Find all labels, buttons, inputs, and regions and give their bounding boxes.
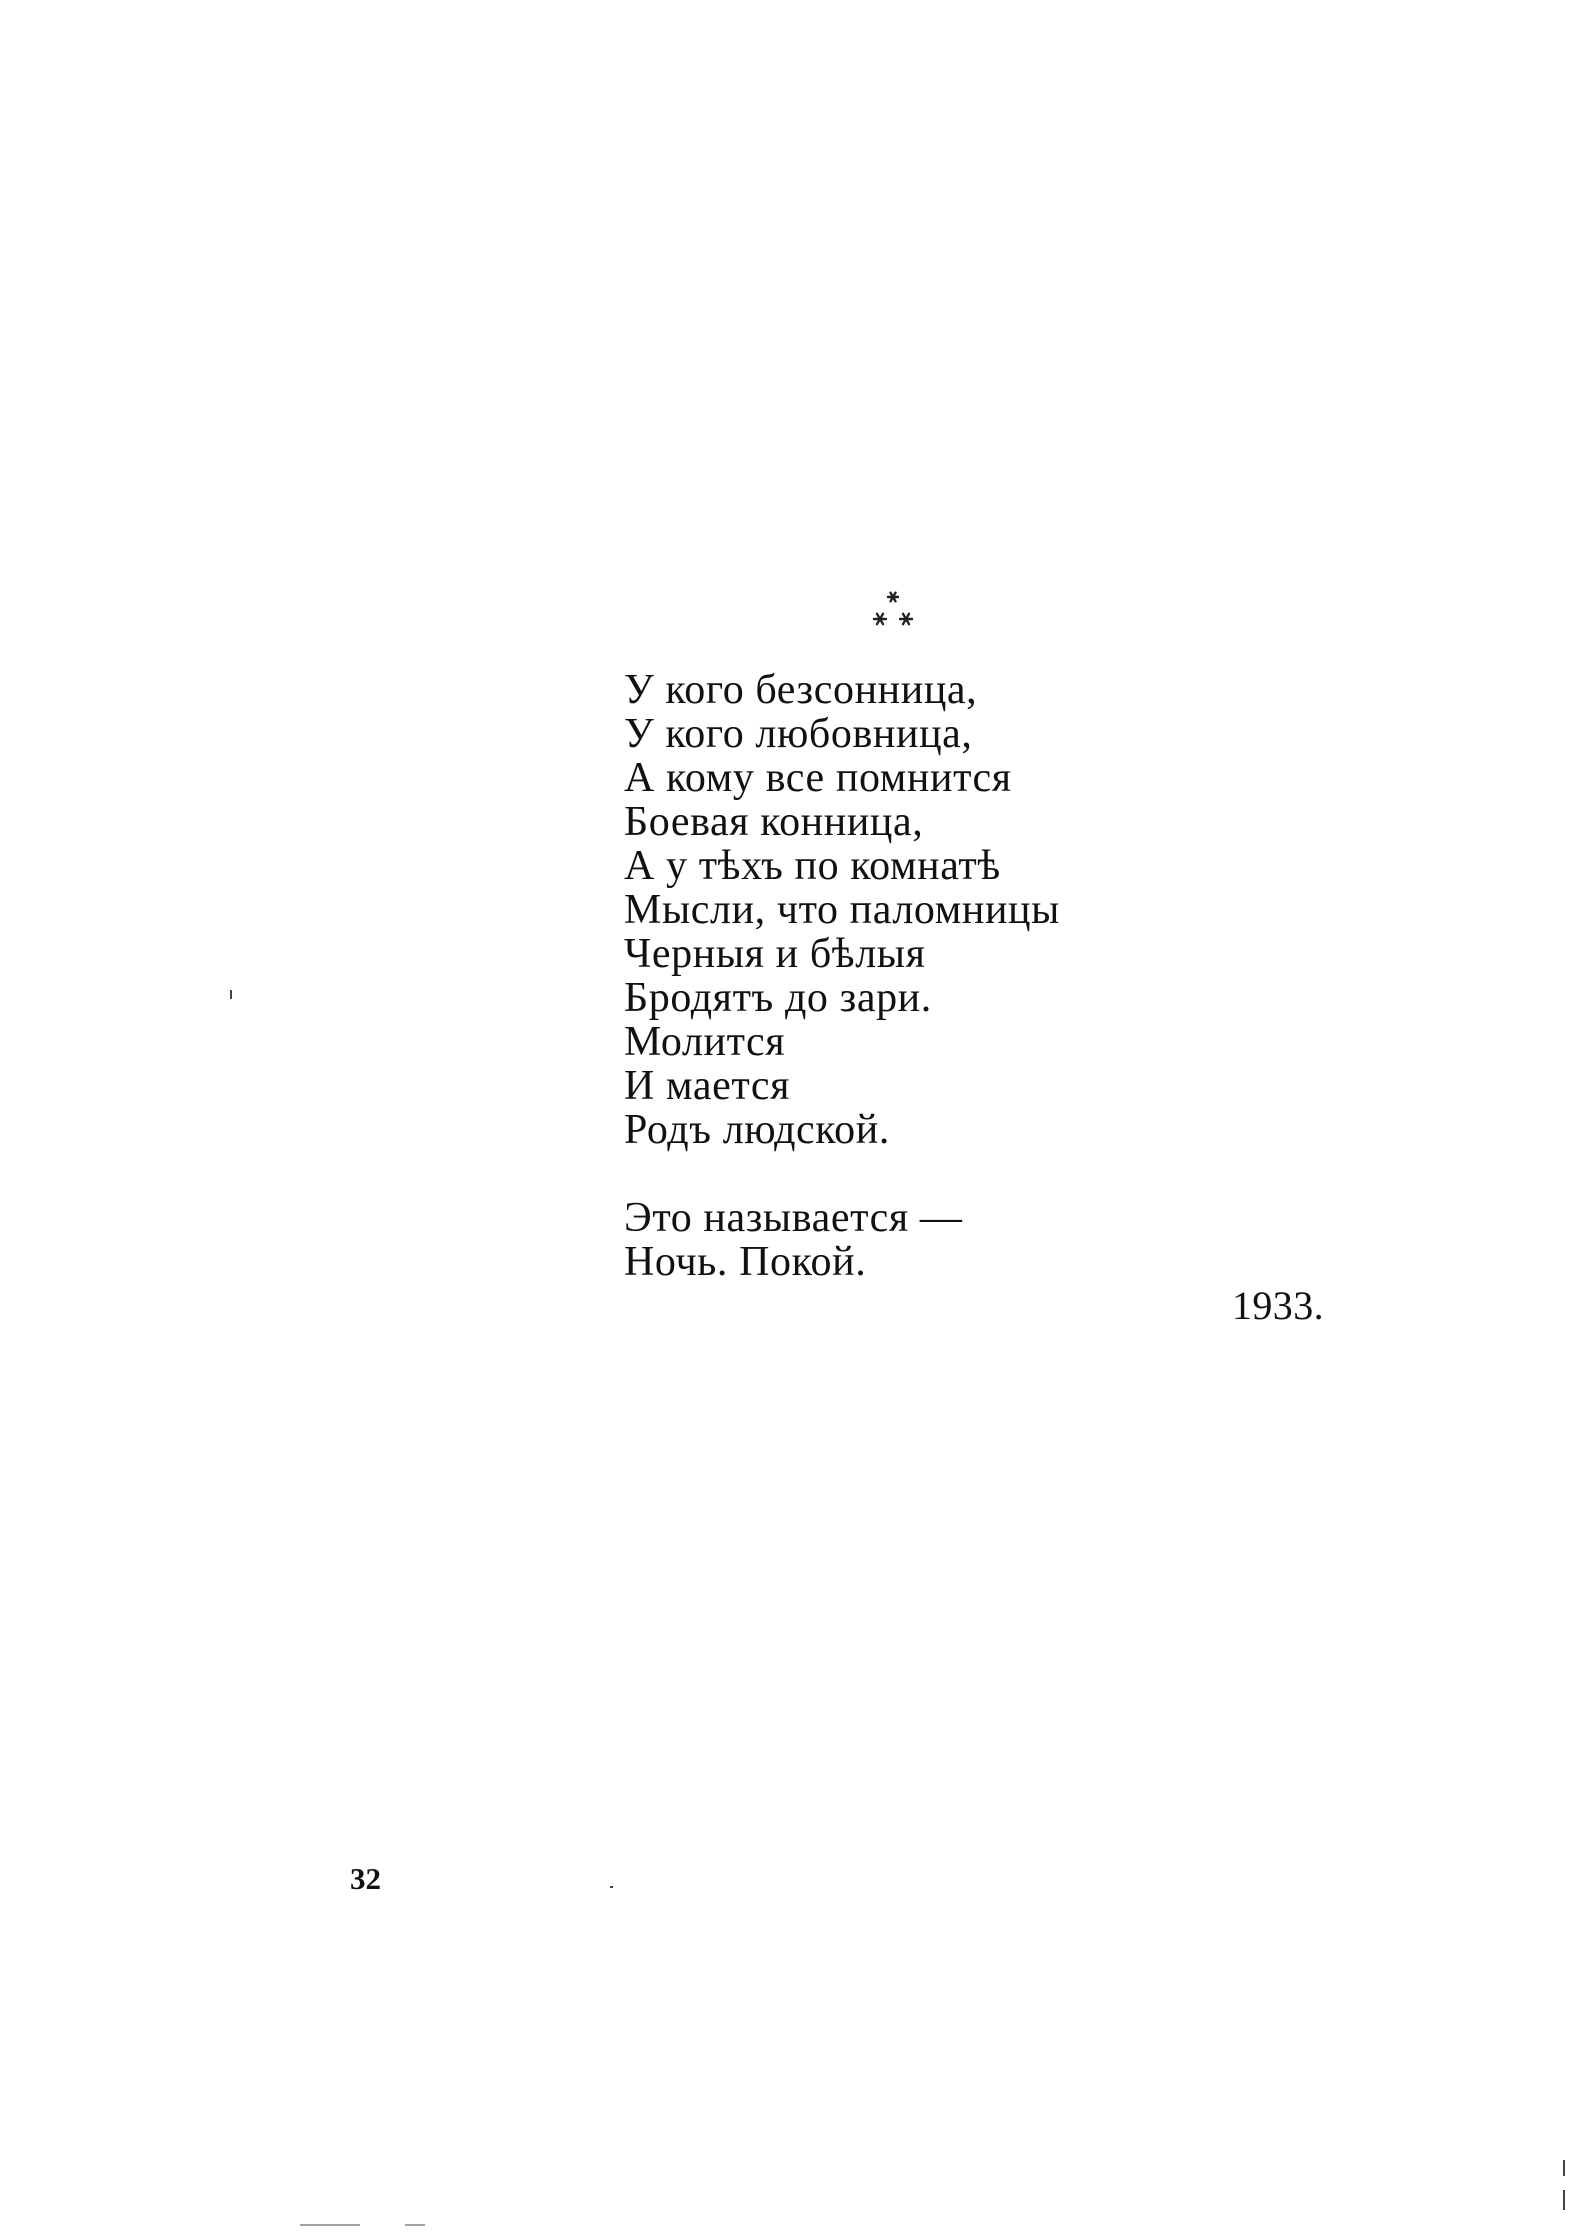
poem-line: А у тѣхъ по комнатѣ (624, 843, 1001, 889)
scan-edge-mark (300, 2224, 360, 2226)
poem-line: Черныя и бѣлыя (624, 931, 926, 977)
poem-line: Это называется — (624, 1195, 963, 1241)
poem (624, 668, 1184, 1284)
scan-speck (230, 990, 232, 999)
poem-line: И мается (624, 1063, 791, 1109)
poem-line: Молится (624, 1019, 786, 1065)
poem-line: У кого любовница, (624, 711, 973, 757)
poem-line: Мысли, что паломницы (624, 887, 1060, 933)
poem-line: У кого безсонница, (624, 667, 978, 713)
poem-line: Родъ людской. (624, 1107, 890, 1153)
poem-line: А кому все помнится (624, 755, 1012, 801)
poem-line: Боевая конница, (624, 799, 924, 845)
poem-date: 1933. (1232, 1283, 1324, 1328)
scan-edge-mark (405, 2224, 425, 2226)
stanza-2 (624, 1196, 1184, 1284)
page-number: 32 (350, 1861, 381, 1896)
poem-line: Ночь. Покой. (624, 1239, 867, 1285)
asterism-icon (868, 588, 918, 634)
scan-speck (610, 1886, 613, 1888)
poem-line: Бродятъ до зари. (624, 975, 932, 1021)
stanza-1 (624, 668, 1184, 1152)
scan-edge-mark (1563, 2160, 1565, 2176)
scan-edge-mark (1563, 2190, 1565, 2210)
